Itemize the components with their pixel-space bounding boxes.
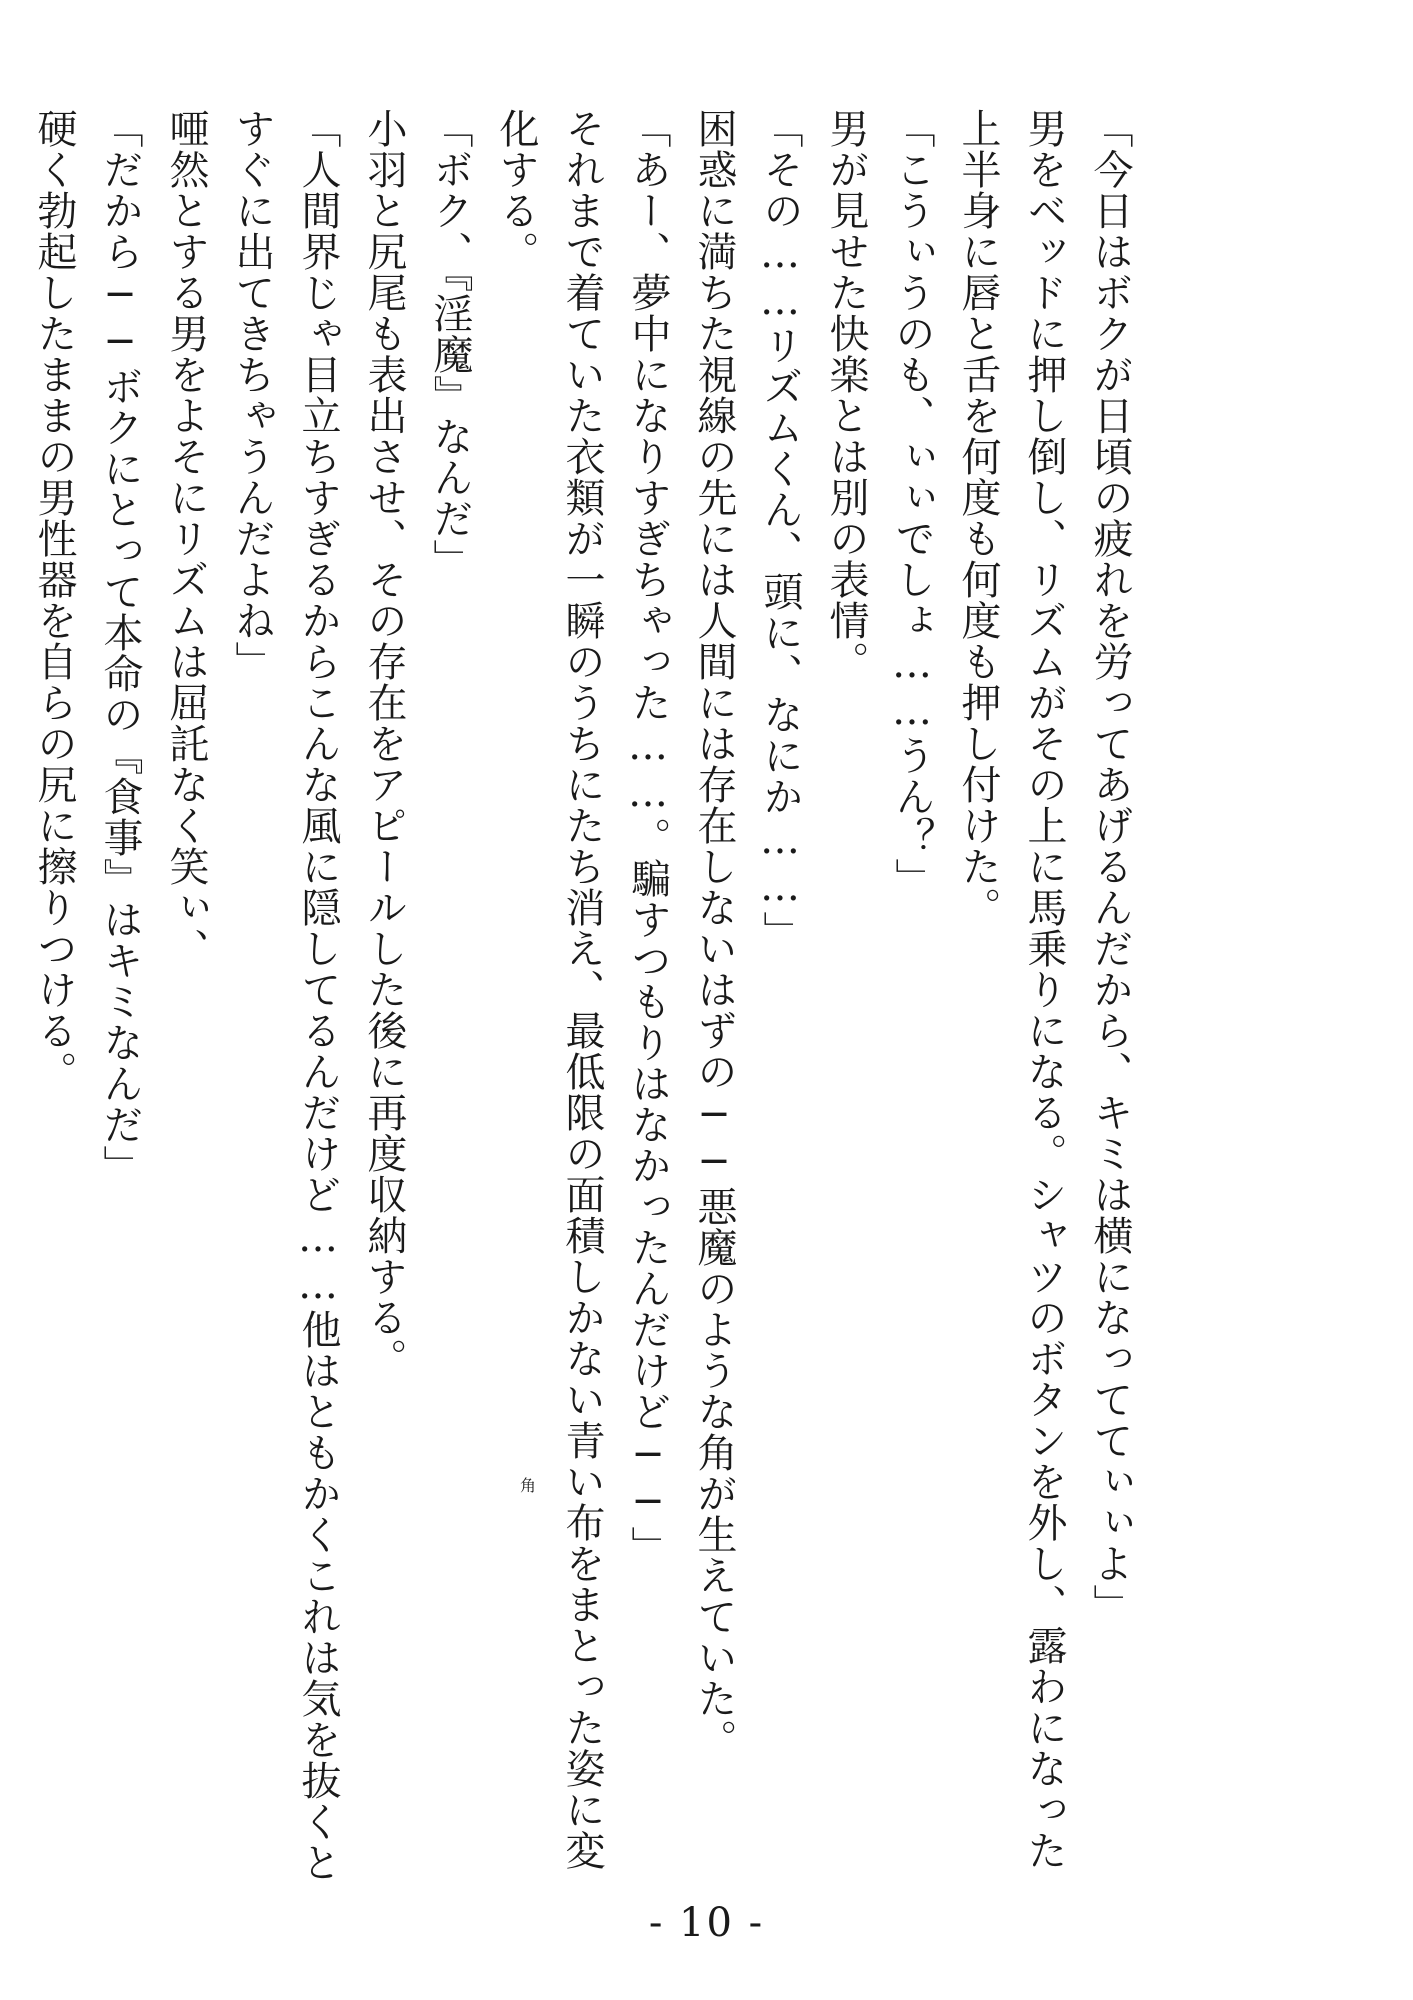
- text-line: 「人間界じゃ目立ちすぎるからこんな風に隠してるんだけど……他はともかくこれは気を抜くと: [295, 108, 341, 1883]
- text-line: 「だから──ボクにとって本命の『食事』はキミなんだ」: [97, 108, 143, 1186]
- text-line: 男をベッドに押し倒し、リズムがその上に馬乗りになる。シャツのボタンを外し、露わになった: [1021, 108, 1067, 1871]
- text-line: 男が見せた快楽とは別の表情。: [823, 108, 869, 682]
- text-line: 困惑に満ちた視線の先には人間には存在しないはずの──悪魔のような角が生えていた。: [691, 108, 737, 1760]
- text-line: 「あー、夢中になりすぎちゃった……。騙すつもりはなかったんだけど──」: [625, 108, 671, 1567]
- page-number: - 10 -: [648, 1900, 765, 1946]
- text-line: 唖然とする男をよそにリズムは屈託なく笑ぃ、: [163, 108, 209, 969]
- ruby-annotation: 角: [520, 1476, 537, 1495]
- text-line: 上半身に唇と舌を何度も何度も押し付けた。: [955, 108, 1001, 928]
- text-line: 「その……リズムくん、頭に、なにか……」: [757, 108, 803, 952]
- text-line: 「ボク、『淫魔』なんだ」: [427, 108, 473, 580]
- body-text: [21, 108, 1143, 1908]
- text-line: 「今日はボクが日頃の疲れを労ってあげるんだから、キミは横になっててぃぃよ」: [1087, 108, 1133, 1625]
- text-line: 小羽と尻尾も表出させ、その存在をアピールした後に再度収納する。: [361, 108, 407, 1379]
- text-line: 硬く勃起したままの男性器を自らの尻に擦りつける。: [31, 108, 77, 1092]
- text-line: 「こうぃうのも、ぃぃでしょ……うん？」: [889, 108, 935, 899]
- text-line: 化する。: [493, 108, 539, 272]
- text-line: すぐに出てきちゃうんだよね」: [229, 108, 275, 682]
- text-line: それまで着ていた衣類が一瞬のうちにたち消え、最低限の面積しかない青い布をまとった姿に変: [559, 108, 605, 1871]
